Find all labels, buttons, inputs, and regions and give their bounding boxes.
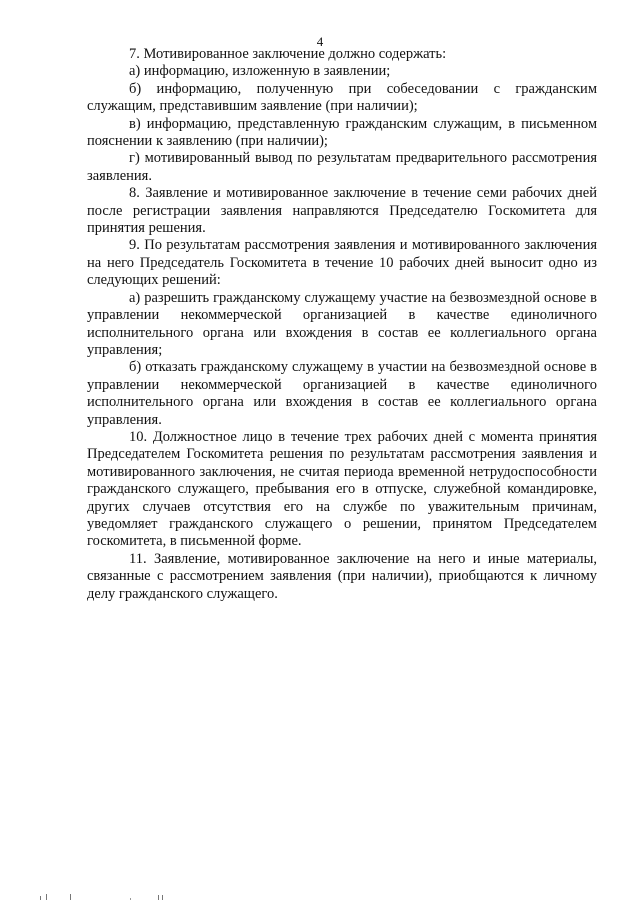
paragraph-9a: а) разрешить гражданскому служащему участие на безвозмездной основе в управлении некоммерческой организацией в качестве единоличного исполнительного органа или вхождения в состав ее коллегиального органа управления; <box>87 289 597 358</box>
paragraph-9b: б) отказать гражданскому служащему в участии на безвозмездной основе в управлении некоммерческой организацией в качестве единоличного исполнительного органа или вхождения в состав ее коллегиального органа управления. <box>87 359 597 428</box>
paragraph-7-heading: 7. Мотивированное заключение должно содержать: <box>129 46 447 62</box>
scan-marks-graphic <box>40 893 180 901</box>
paragraph-11: 11. Заявление, мотивированное заключение на него и иные материалы, связанные с рассмотрением заявления (при наличии), приобщаются к личному делу гражданского служащего. <box>87 550 597 602</box>
paragraph-7v: в) информацию, представленную гражданским служащим, в письменном пояснении к заявлению (при наличии); <box>87 115 597 150</box>
scan-artifact-marks <box>40 893 180 903</box>
paragraph-7a: а) информацию, изложенную в заявлении; <box>129 63 391 80</box>
paragraph-7b: б) информацию, полученную при собеседовании с гражданским служащим, представившим заявление (при наличии); <box>87 80 597 115</box>
paragraph-9: 9. По результатам рассмотрения заявления и мотивированного заключения на него Председатель Госкомитета в течение 10 рабочих дней выносит одно из следующих решений: <box>87 237 597 289</box>
paragraph-10: 10. Должностное лицо в течение трех рабочих дней с момента принятия Председателем Госкомитета решения по результатам рассмотрения заявления и мотивированного заключения, не считая периода временной нетрудоспособности гражданского служащего, пребывания его в отпуске, служебной командировке, других случаев отсутствия его на службе по уважительным причинам, уведомляет гражданского служащего о решении, принятом Председателем госкомитета, в письменной форме. <box>87 428 597 550</box>
paragraph-7g: г) мотивированный вывод по результатам предварительного рассмотрения заявления. <box>87 150 597 184</box>
document-body <box>87 46 597 603</box>
paragraph-8: 8. Заявление и мотивированное заключение в течение семи рабочих дней после регистрации заявления направляются Председателю Госкомитета для принятия решения. <box>87 185 597 237</box>
page-number: 4 <box>316 34 324 49</box>
